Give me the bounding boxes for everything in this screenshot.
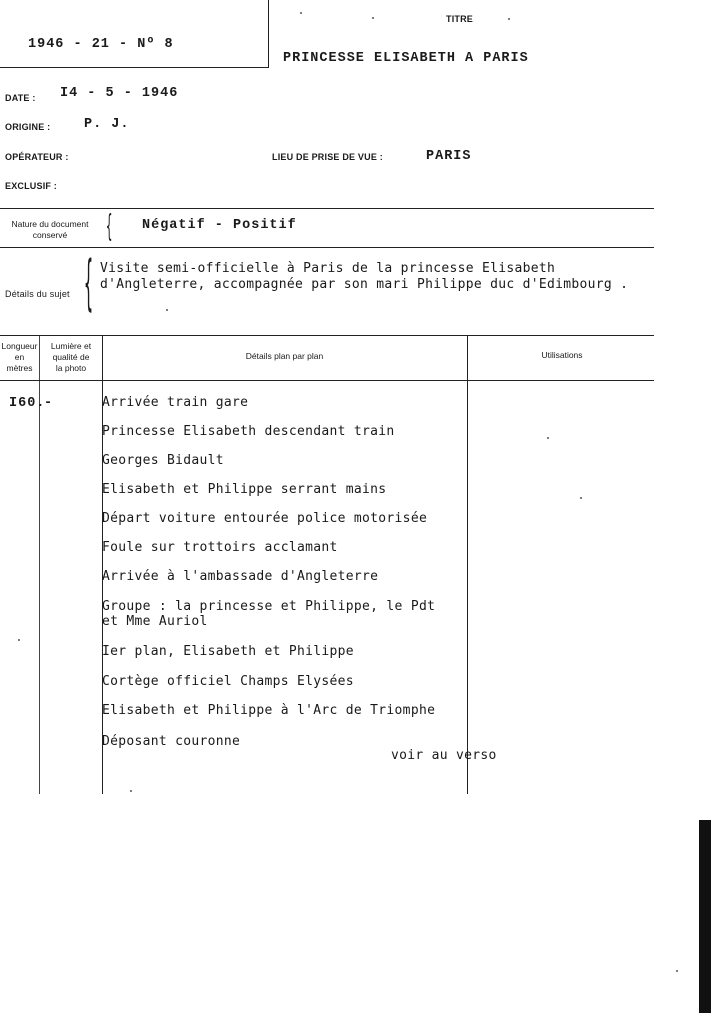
voir-au-verso-note: voir au verso [391, 748, 497, 763]
col-header-details: Détails plan par plan [245, 351, 324, 361]
sujet-label: Détails du sujet [5, 289, 70, 299]
shot-line: Cortège officiel Champs Elysées [102, 674, 354, 689]
scan-speck [580, 497, 582, 499]
shot-line: et Mme Auriol [102, 614, 208, 629]
shot-line: Arrivée train gare [102, 395, 249, 410]
lieu-label: LIEU DE PRISE DE VUE : [272, 152, 383, 162]
col-header-utilisations: Utilisations [541, 350, 583, 360]
scan-speck [547, 437, 549, 439]
sujet-line-2: d'Angleterre, accompagnée par son mari Philippe duc d'Edimbourg . [100, 277, 629, 292]
sujet-bottom-rule [0, 335, 654, 336]
nature-label: Nature du document conservé [11, 219, 89, 240]
scan-speck [372, 17, 374, 19]
longueur-value: I60. [9, 396, 46, 411]
date-value: I4 - 5 - 1946 [60, 86, 179, 101]
nature-top-rule [0, 208, 654, 209]
shot-line: Princesse Elisabeth descendant train [102, 424, 395, 439]
shot-line: Groupe : la princesse et Philippe, le Pdt [102, 599, 436, 614]
col-divider-3 [467, 336, 468, 794]
sujet-line-1: Visite semi-officielle à Paris de la princesse Elisabeth [100, 261, 556, 276]
sujet-brace: { [84, 248, 94, 318]
shot-line: Georges Bidault [102, 453, 224, 468]
nature-bottom-rule [0, 247, 654, 248]
shot-line: Arrivée à l'ambassade d'Angleterre [102, 569, 379, 584]
scan-speck [676, 970, 678, 972]
titre-label: TITRE [446, 14, 473, 24]
lieu-value: PARIS [426, 149, 472, 164]
header-ref-underline [0, 67, 269, 68]
shot-line: Foule sur trottoirs acclamant [102, 540, 338, 555]
shot-line: Elisabeth et Philippe serrant mains [102, 482, 387, 497]
header-divider [268, 0, 269, 68]
scan-speck [300, 12, 302, 14]
scan-speck [18, 639, 20, 641]
document-title: PRINCESSE ELISABETH A PARIS [283, 51, 529, 66]
col-header-lumiere: Lumière et qualité de la photo [50, 341, 92, 373]
shot-line: Ier plan, Elisabeth et Philippe [102, 644, 354, 659]
table-header-rule [0, 380, 654, 381]
operateur-label: OPÉRATEUR : [5, 152, 69, 162]
nature-value: Négatif - Positif [142, 218, 297, 233]
exclusif-label: EXCLUSIF : [5, 181, 58, 191]
col-header-longueur: Longueur en mètres [1, 341, 38, 373]
scan-edge [699, 820, 711, 1013]
origine-value: P. J. [84, 117, 130, 132]
scan-speck [130, 790, 132, 792]
origine-label: ORIGINE : [5, 122, 51, 132]
shot-line: Départ voiture entourée police motorisée [102, 511, 428, 526]
shot-line: Elisabeth et Philippe à l'Arc de Triomphe [102, 703, 436, 718]
date-label: DATE : [5, 93, 36, 103]
scan-speck [508, 18, 510, 20]
reference-number: 1946 - 21 - Nº 8 [28, 37, 174, 52]
lumiere-value: - [44, 396, 54, 411]
nature-brace: { [106, 209, 113, 244]
shot-line: Déposant couronne [102, 734, 241, 749]
scan-speck [166, 309, 168, 311]
